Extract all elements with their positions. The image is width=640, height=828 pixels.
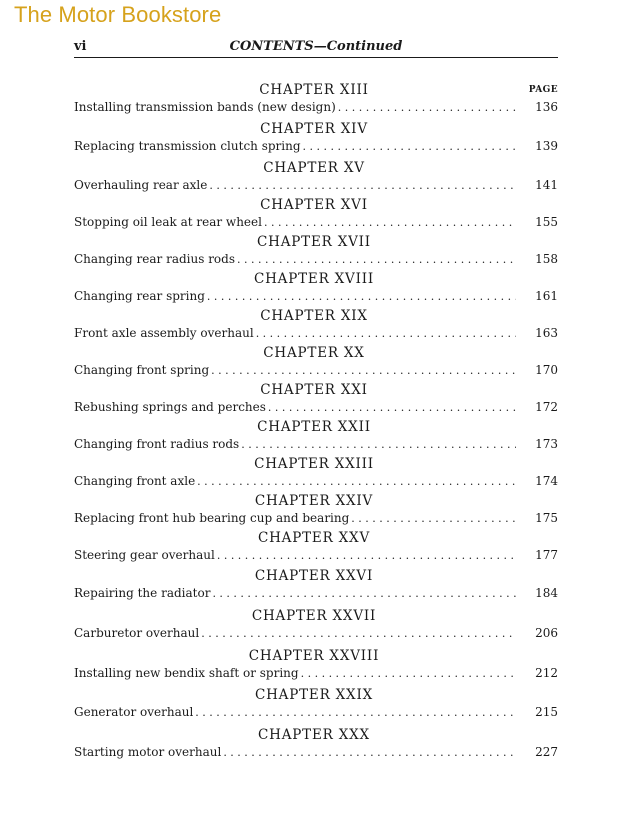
toc-entry	[74, 100, 558, 116]
running-title: CONTENTS—Continued	[229, 39, 403, 54]
toc-entry	[74, 626, 558, 642]
dot-leader	[351, 512, 516, 525]
dot-leader	[209, 179, 516, 192]
toc-entry	[74, 437, 558, 453]
dot-leader	[301, 667, 516, 680]
entry-title: Installing transmission bands (new design)	[74, 100, 336, 114]
toc-entry	[74, 586, 558, 602]
toc-entry	[74, 400, 558, 416]
dot-leader	[212, 587, 516, 600]
entry-page-number: 172	[535, 400, 558, 414]
entry-page-number: 158	[535, 252, 558, 266]
entry-title: Front axle assembly overhaul	[74, 326, 254, 340]
page-header	[74, 39, 558, 58]
toc-entry	[74, 705, 558, 721]
entry-title: Changing front spring	[74, 363, 210, 377]
entry-title: Overhauling rear axle	[74, 178, 208, 192]
entry-title: Repairing the radiator	[74, 586, 211, 600]
chapter-heading: CHAPTER XIII	[259, 82, 369, 98]
entry-title: Starting motor overhaul	[74, 745, 222, 759]
entry-title: Changing front radius rods	[74, 437, 240, 451]
chapter-heading: CHAPTER XIX	[260, 308, 368, 324]
dot-leader	[217, 549, 516, 562]
entry-title: Changing front axle	[74, 474, 196, 488]
entry-page-number: 177	[535, 548, 558, 562]
dot-leader	[338, 101, 516, 114]
toc-entry	[74, 474, 558, 490]
chapter-heading: CHAPTER XXII	[257, 419, 371, 435]
entry-page-number: 139	[535, 139, 558, 153]
dot-leader	[211, 364, 516, 377]
toc-entry	[74, 363, 558, 379]
toc-entry	[74, 666, 558, 682]
chapter-heading: CHAPTER XXVI	[254, 568, 374, 584]
entry-page-number: 161	[535, 289, 558, 303]
entry-title: Changing rear spring	[74, 289, 205, 303]
page-folio: vi	[74, 39, 87, 54]
dot-leader	[223, 746, 516, 759]
toc-entry	[74, 252, 558, 268]
entry-title: Replacing front hub bearing cup and bearing	[74, 511, 350, 525]
chapter-heading: CHAPTER XX	[263, 345, 365, 361]
dot-leader	[207, 290, 516, 303]
entry-page-number: 174	[535, 474, 558, 488]
chapter-heading: CHAPTER XV	[263, 160, 365, 176]
dot-leader	[241, 438, 516, 451]
entry-page-number: 206	[535, 626, 558, 640]
chapter-heading: CHAPTER XXV	[257, 530, 371, 546]
entry-page-number: 173	[535, 437, 558, 451]
watermark-text: The Motor Bookstore	[14, 2, 222, 27]
dot-leader	[256, 327, 516, 340]
toc-entry	[74, 139, 558, 155]
entry-title: Changing rear radius rods	[74, 252, 235, 266]
entry-page-number: 184	[535, 586, 558, 600]
chapter-heading: CHAPTER XVI	[260, 197, 368, 213]
entry-page-number: 212	[535, 666, 558, 680]
chapter-heading: CHAPTER XXVII	[251, 608, 377, 624]
entry-title: Carburetor overhaul	[74, 626, 200, 640]
chapter-heading: CHAPTER XXVIII	[248, 648, 380, 664]
chapter-heading: CHAPTER XIV	[260, 121, 368, 137]
toc-entry	[74, 326, 558, 342]
toc-entry	[74, 178, 558, 194]
entry-title: Rebushing springs and perches	[74, 400, 266, 414]
dot-leader	[303, 140, 516, 153]
dot-leader	[264, 216, 516, 229]
entry-page-number: 141	[535, 178, 558, 192]
toc-entry	[74, 548, 558, 564]
chapter-heading: CHAPTER XXIV	[254, 493, 374, 509]
chapter-heading: CHAPTER XVIII	[253, 271, 374, 287]
entry-title: Steering gear overhaul	[74, 548, 215, 562]
entry-page-number: 175	[535, 511, 558, 525]
toc-entry	[74, 511, 558, 527]
chapter-heading: CHAPTER XVII	[257, 234, 371, 250]
toc-entry	[74, 745, 558, 761]
dot-leader	[201, 627, 516, 640]
entry-title: Generator overhaul	[74, 705, 194, 719]
chapter-heading: CHAPTER XXIII	[254, 456, 374, 472]
chapter-heading: CHAPTER XXIX	[254, 687, 373, 703]
entry-page-number: 136	[535, 100, 558, 114]
entry-title: Replacing transmission clutch spring	[74, 139, 301, 153]
toc-entry	[74, 289, 558, 305]
entry-title: Stopping oil leak at rear wheel	[74, 215, 262, 229]
dot-leader	[197, 475, 516, 488]
entry-page-number: 170	[535, 363, 558, 377]
entry-page-number: 163	[535, 326, 558, 340]
toc-entry	[74, 215, 558, 231]
dot-leader	[237, 253, 516, 266]
chapter-heading: CHAPTER XXI	[260, 382, 368, 398]
dot-leader	[195, 706, 516, 719]
entry-page-number: 155	[535, 215, 558, 229]
chapter-heading: CHAPTER XXX	[258, 727, 370, 743]
entry-title: Installing new bendix shaft or spring	[74, 666, 299, 680]
entry-page-number: 227	[535, 745, 558, 759]
page-column-label: PAGE	[528, 85, 558, 95]
dot-leader	[268, 401, 516, 414]
entry-page-number: 215	[535, 705, 558, 719]
